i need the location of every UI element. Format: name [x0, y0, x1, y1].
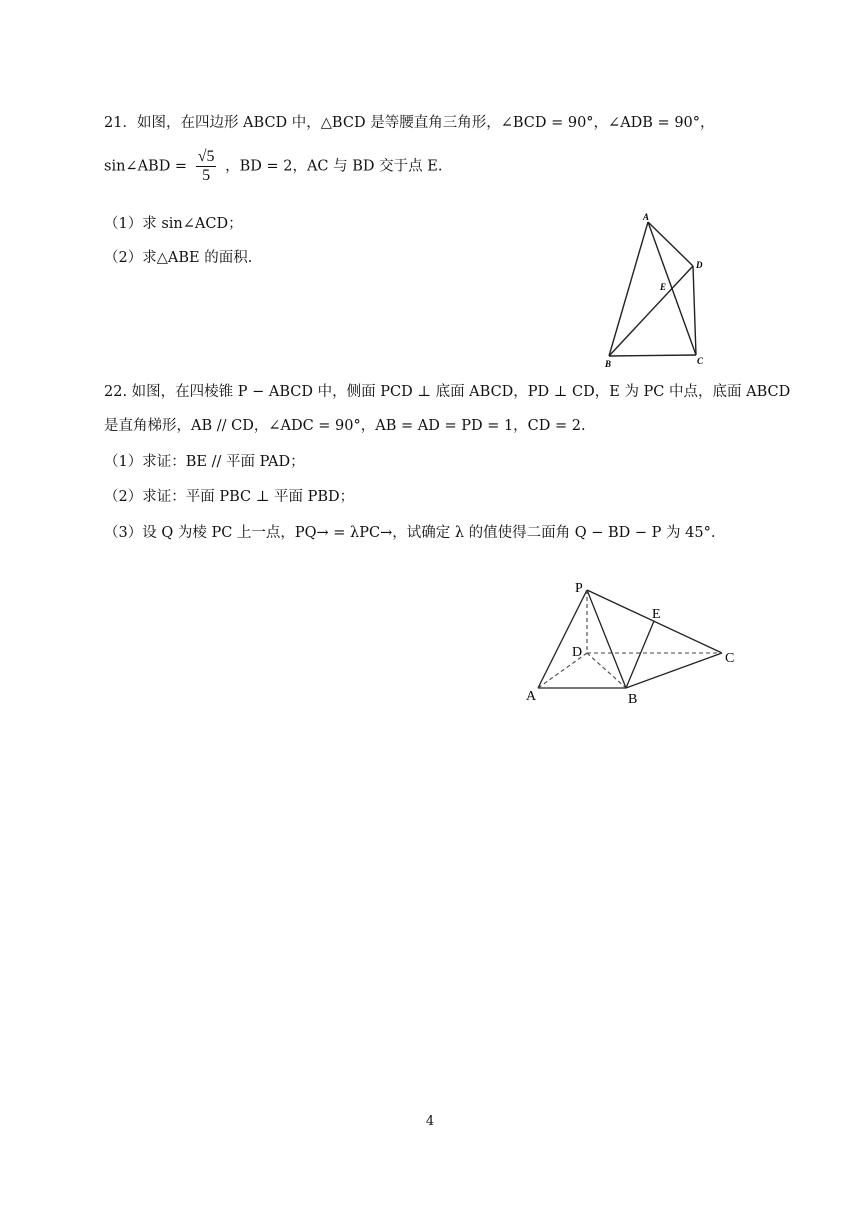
- q22-label-a: A: [526, 689, 537, 704]
- q21-label-e: E: [660, 282, 667, 292]
- q21-figure: [598, 210, 728, 370]
- q22-figure: [520, 576, 750, 706]
- q22-edge-db: [587, 653, 626, 688]
- q22-label-b: B: [628, 692, 638, 706]
- q22-line1: 22. 如图，在四棱锥 P − ABCD 中，侧面 PCD ⊥ 底面 ABCD，PD ⊥ CD，E 为 PC 中点，底面 ABCD: [104, 384, 791, 400]
- q22-part2: （2）求证：平面 PBC ⊥ 平面 PBD；: [104, 489, 355, 505]
- q21-line1: 21．如图，在四边形 ABCD 中，△BCD 是等腰直角三角形，∠BCD = 90°，∠ADB = 90°，: [104, 115, 715, 131]
- q22-edge-bc: [626, 653, 722, 688]
- q21-line2: [104, 148, 442, 185]
- q22-label-c: C: [725, 651, 735, 666]
- q21-fraction: [196, 148, 217, 185]
- q21-label-a: A: [643, 212, 650, 222]
- q21-edge-bc: [609, 355, 696, 356]
- q21-edge-da: [648, 222, 693, 266]
- q21-fraction-denominator: 5: [202, 167, 211, 184]
- q22-label-p: P: [575, 581, 583, 596]
- q22-edge-be: [626, 621, 654, 688]
- q21-edge-cd: [693, 266, 696, 355]
- q21-label-c: C: [697, 356, 704, 366]
- q21-part1: （1）求 sin∠ACD；: [104, 216, 243, 232]
- q21-part2: （2）求△ABE 的面积.: [104, 250, 253, 266]
- q22-line2: 是直角梯形，AB // CD，∠ADC = 90°，AB = AD = PD = 1，CD = 2.: [104, 418, 586, 434]
- q22-label-e: E: [652, 607, 661, 622]
- q21-label-d: D: [696, 260, 703, 270]
- q22-part3: （3）设 Q 为棱 PC 上一点，PQ→ = λPC→，试确定 λ 的值使得二面角 Q − BD − P 为 45°.: [104, 525, 716, 541]
- q21-line2-rest: ，BD = 2，AC 与 BD 交于点 E.: [225, 158, 443, 175]
- q22-edge-pa: [538, 590, 587, 688]
- q22-edge-pb: [587, 590, 626, 688]
- q21-fraction-numerator: √5: [197, 148, 215, 165]
- q22-part1: （1）求证：BE // 平面 PAD；: [104, 454, 305, 470]
- q21-sin-expression: sin∠ABD =: [104, 158, 188, 175]
- q22-label-d: D: [572, 645, 583, 660]
- page-number: 4: [425, 1114, 435, 1129]
- q21-label-b: B: [605, 359, 612, 369]
